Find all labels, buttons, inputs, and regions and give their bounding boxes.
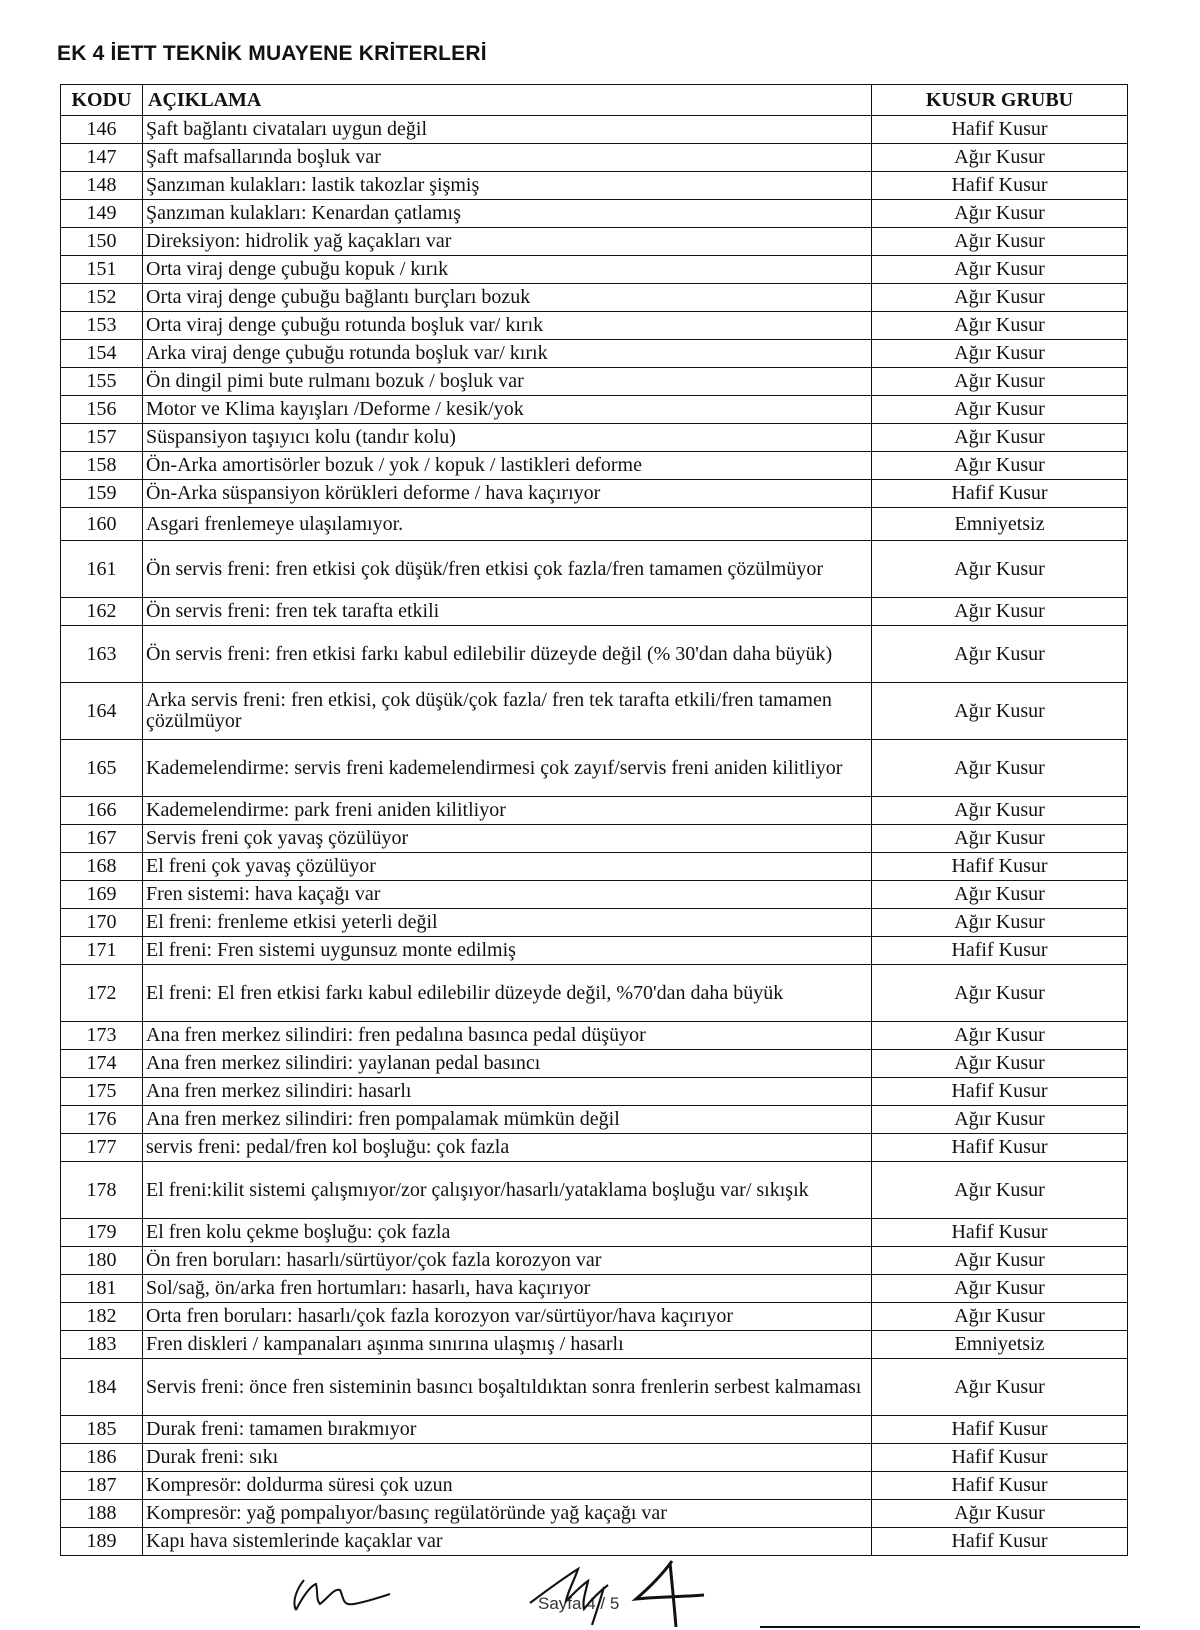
row-code: 159 — [61, 480, 143, 508]
row-code: 186 — [61, 1444, 143, 1472]
row-description: El freni: frenleme etkisi yeterli değil — [143, 909, 872, 937]
row-defect-group: Ağır Kusur — [872, 144, 1128, 172]
row-code: 151 — [61, 256, 143, 284]
row-description: Ön servis freni: fren etkisi farkı kabul edilebilir düzeyde değil (% 30'dan daha büyük) — [143, 626, 872, 683]
row-defect-group: Ağır Kusur — [872, 452, 1128, 480]
row-code: 182 — [61, 1303, 143, 1331]
row-code: 158 — [61, 452, 143, 480]
table-row — [61, 1078, 1128, 1106]
row-defect-group: Hafif Kusur — [872, 1416, 1128, 1444]
row-description: Şanzıman kulakları: lastik takozlar şişmiş — [143, 172, 872, 200]
table-row — [61, 1528, 1128, 1556]
row-description: Asgari frenlemeye ulaşılamıyor. — [143, 508, 872, 541]
table-row — [61, 340, 1128, 368]
row-defect-group: Hafif Kusur — [872, 853, 1128, 881]
row-description: Kompresör: doldurma süresi çok uzun — [143, 1472, 872, 1500]
row-defect-group: Ağır Kusur — [872, 1106, 1128, 1134]
row-code: 179 — [61, 1219, 143, 1247]
table-row — [61, 1022, 1128, 1050]
row-code: 150 — [61, 228, 143, 256]
table-row — [61, 116, 1128, 144]
row-description: Fren diskleri / kampanaları aşınma sınırına ulaşmış / hasarlı — [143, 1331, 872, 1359]
row-description: Durak freni: tamamen bırakmıyor — [143, 1416, 872, 1444]
table-row — [61, 228, 1128, 256]
row-description: servis freni: pedal/fren kol boşluğu: çok fazla — [143, 1134, 872, 1162]
table-row — [61, 797, 1128, 825]
table-row — [61, 1162, 1128, 1219]
row-defect-group: Ağır Kusur — [872, 200, 1128, 228]
row-code: 183 — [61, 1331, 143, 1359]
row-defect-group: Ağır Kusur — [872, 256, 1128, 284]
row-description: El freni: Fren sistemi uygunsuz monte edilmiş — [143, 937, 872, 965]
table-row — [61, 541, 1128, 598]
row-defect-group: Ağır Kusur — [872, 396, 1128, 424]
row-defect-group: Ağır Kusur — [872, 1500, 1128, 1528]
row-code: 153 — [61, 312, 143, 340]
row-defect-group: Ağır Kusur — [872, 1022, 1128, 1050]
row-code: 185 — [61, 1416, 143, 1444]
signature-2 — [522, 1555, 632, 1627]
row-code: 178 — [61, 1162, 143, 1219]
header-group: KUSUR GRUBU — [872, 85, 1128, 116]
row-code: 172 — [61, 965, 143, 1022]
row-code: 155 — [61, 368, 143, 396]
row-description: Ön-Arka süspansiyon körükleri deforme / hava kaçırıyor — [143, 480, 872, 508]
row-defect-group: Ağır Kusur — [872, 909, 1128, 937]
row-code: 176 — [61, 1106, 143, 1134]
row-defect-group: Ağır Kusur — [872, 541, 1128, 598]
table-row — [61, 368, 1128, 396]
table-row — [61, 1416, 1128, 1444]
table-row — [61, 1500, 1128, 1528]
row-defect-group: Emniyetsiz — [872, 508, 1128, 541]
row-code: 166 — [61, 797, 143, 825]
table-row — [61, 1359, 1128, 1416]
table-row — [61, 937, 1128, 965]
table-body — [61, 116, 1128, 1556]
table-row — [61, 396, 1128, 424]
row-code: 154 — [61, 340, 143, 368]
table-row — [61, 1134, 1128, 1162]
row-description: Ön-Arka amortisörler bozuk / yok / kopuk / lastikleri deforme — [143, 452, 872, 480]
table-row — [61, 825, 1128, 853]
table-row — [61, 144, 1128, 172]
row-defect-group: Ağır Kusur — [872, 312, 1128, 340]
table-row — [61, 1050, 1128, 1078]
row-code: 184 — [61, 1359, 143, 1416]
table-row — [61, 508, 1128, 541]
row-description: Direksiyon: hidrolik yağ kaçakları var — [143, 228, 872, 256]
row-defect-group: Hafif Kusur — [872, 1444, 1128, 1472]
row-description: Ön dingil pimi bute rulmanı bozuk / boşluk var — [143, 368, 872, 396]
row-defect-group: Ağır Kusur — [872, 1275, 1128, 1303]
row-description: Kademelendirme: servis freni kademelendirmesi çok zayıf/servis freni aniden kilitliyor — [143, 740, 872, 797]
page-number-mark — [622, 1555, 712, 1630]
document-title: EK 4 İETT TEKNİK MUAYENE KRİTERLERİ — [57, 42, 487, 65]
row-description: Orta fren boruları: hasarlı/çok fazla korozyon var/sürtüyor/hava kaçırıyor — [143, 1303, 872, 1331]
row-code: 171 — [61, 937, 143, 965]
row-description: Ana fren merkez silindiri: yaylanan pedal basıncı — [143, 1050, 872, 1078]
row-description: Kapı hava sistemlerinde kaçaklar var — [143, 1528, 872, 1556]
row-code: 164 — [61, 683, 143, 740]
table-row — [61, 1275, 1128, 1303]
row-code: 161 — [61, 541, 143, 598]
row-defect-group: Ağır Kusur — [872, 1162, 1128, 1219]
table-row — [61, 1219, 1128, 1247]
row-code: 188 — [61, 1500, 143, 1528]
row-description: Servis freni: önce fren sisteminin basıncı boşaltıldıktan sonra frenlerin serbest kalmaması — [143, 1359, 872, 1416]
header-code: KODU — [61, 85, 143, 116]
row-defect-group: Hafif Kusur — [872, 1078, 1128, 1106]
row-code: 152 — [61, 284, 143, 312]
row-description: Kompresör: yağ pompalıyor/basınç regülatöründe yağ kaçağı var — [143, 1500, 872, 1528]
row-code: 187 — [61, 1472, 143, 1500]
criteria-table — [60, 84, 1128, 1556]
row-code: 148 — [61, 172, 143, 200]
row-code: 146 — [61, 116, 143, 144]
row-description: El fren kolu çekme boşluğu: çok fazla — [143, 1219, 872, 1247]
row-defect-group: Ağır Kusur — [872, 284, 1128, 312]
row-code: 168 — [61, 853, 143, 881]
row-code: 165 — [61, 740, 143, 797]
row-description: Sol/sağ, ön/arka fren hortumları: hasarlı, hava kaçırıyor — [143, 1275, 872, 1303]
row-code: 177 — [61, 1134, 143, 1162]
table-row — [61, 683, 1128, 740]
row-code: 181 — [61, 1275, 143, 1303]
row-description: Arka servis freni: fren etkisi, çok düşük/çok fazla/ fren tek tarafta etkili/fren tamamen çözülmüyor — [143, 683, 872, 740]
row-code: 173 — [61, 1022, 143, 1050]
row-description: Süspansiyon taşıyıcı kolu (tandır kolu) — [143, 424, 872, 452]
table-row — [61, 598, 1128, 626]
row-defect-group: Ağır Kusur — [872, 881, 1128, 909]
table-row — [61, 424, 1128, 452]
row-defect-group: Ağır Kusur — [872, 228, 1128, 256]
table-row — [61, 452, 1128, 480]
row-description: Durak freni: sıkı — [143, 1444, 872, 1472]
row-code: 157 — [61, 424, 143, 452]
row-defect-group: Ağır Kusur — [872, 340, 1128, 368]
row-description: Orta viraj denge çubuğu bağlantı burçları bozuk — [143, 284, 872, 312]
table-row — [61, 1444, 1128, 1472]
table-row — [61, 909, 1128, 937]
table-row — [61, 965, 1128, 1022]
signature-1 — [282, 1560, 402, 1620]
table-row — [61, 1247, 1128, 1275]
table-row — [61, 172, 1128, 200]
table-row — [61, 312, 1128, 340]
row-description: Ana fren merkez silindiri: hasarlı — [143, 1078, 872, 1106]
row-code: 167 — [61, 825, 143, 853]
row-description: Şaft bağlantı civataları uygun değil — [143, 116, 872, 144]
row-description: Motor ve Klima kayışları /Deforme / kesik/yok — [143, 396, 872, 424]
row-defect-group: Ağır Kusur — [872, 797, 1128, 825]
row-defect-group: Hafif Kusur — [872, 937, 1128, 965]
table-row — [61, 740, 1128, 797]
table-row — [61, 1303, 1128, 1331]
row-description: El freni:kilit sistemi çalışmıyor/zor çalışıyor/hasarlı/yataklama boşluğu var/ sıkışık — [143, 1162, 872, 1219]
row-defect-group: Emniyetsiz — [872, 1331, 1128, 1359]
row-description: Orta viraj denge çubuğu kopuk / kırık — [143, 256, 872, 284]
row-description: Ana fren merkez silindiri: fren pedalına basınca pedal düşüyor — [143, 1022, 872, 1050]
table-row — [61, 1331, 1128, 1359]
row-description: Ana fren merkez silindiri: fren pompalamak mümkün değil — [143, 1106, 872, 1134]
row-description: Orta viraj denge çubuğu rotunda boşluk var/ kırık — [143, 312, 872, 340]
page-label: Sayfa 4 / 5 — [538, 1594, 620, 1613]
row-defect-group: Ağır Kusur — [872, 424, 1128, 452]
table-row — [61, 200, 1128, 228]
row-code: 180 — [61, 1247, 143, 1275]
table-row — [61, 256, 1128, 284]
row-defect-group: Hafif Kusur — [872, 1134, 1128, 1162]
row-defect-group: Hafif Kusur — [872, 480, 1128, 508]
row-defect-group: Ağır Kusur — [872, 368, 1128, 396]
header-description: AÇIKLAMA — [143, 85, 872, 116]
row-defect-group: Ağır Kusur — [872, 825, 1128, 853]
table-header-row — [61, 85, 1128, 116]
row-defect-group: Ağır Kusur — [872, 1247, 1128, 1275]
row-code: 162 — [61, 598, 143, 626]
table-row — [61, 284, 1128, 312]
row-description: El freni: El fren etkisi farkı kabul edilebilir düzeyde değil, %70'dan daha büyük — [143, 965, 872, 1022]
row-description: Şanzıman kulakları: Kenardan çatlamış — [143, 200, 872, 228]
row-defect-group: Ağır Kusur — [872, 1050, 1128, 1078]
row-defect-group: Ağır Kusur — [872, 965, 1128, 1022]
row-code: 175 — [61, 1078, 143, 1106]
footer-rule — [760, 1626, 1140, 1628]
row-description: Ön fren boruları: hasarlı/sürtüyor/çok fazla korozyon var — [143, 1247, 872, 1275]
table-row — [61, 480, 1128, 508]
row-defect-group: Ağır Kusur — [872, 598, 1128, 626]
row-defect-group: Hafif Kusur — [872, 1472, 1128, 1500]
row-defect-group: Ağır Kusur — [872, 1303, 1128, 1331]
row-description: Ön servis freni: fren etkisi çok düşük/fren etkisi çok fazla/fren tamamen çözülmüyor — [143, 541, 872, 598]
row-code: 174 — [61, 1050, 143, 1078]
row-defect-group: Ağır Kusur — [872, 1359, 1128, 1416]
row-code: 169 — [61, 881, 143, 909]
row-description: Kademelendirme: park freni aniden kilitliyor — [143, 797, 872, 825]
row-description: Servis freni çok yavaş çözülüyor — [143, 825, 872, 853]
row-defect-group: Ağır Kusur — [872, 740, 1128, 797]
row-description: Arka viraj denge çubuğu rotunda boşluk var/ kırık — [143, 340, 872, 368]
row-code: 170 — [61, 909, 143, 937]
row-description: Fren sistemi: hava kaçağı var — [143, 881, 872, 909]
row-code: 163 — [61, 626, 143, 683]
row-defect-group: Hafif Kusur — [872, 1219, 1128, 1247]
table-row — [61, 1472, 1128, 1500]
table-row — [61, 853, 1128, 881]
row-description: Şaft mafsallarında boşluk var — [143, 144, 872, 172]
row-defect-group: Hafif Kusur — [872, 116, 1128, 144]
table-row — [61, 881, 1128, 909]
row-description: El freni çok yavaş çözülüyor — [143, 853, 872, 881]
row-code: 160 — [61, 508, 143, 541]
row-description: Ön servis freni: fren tek tarafta etkili — [143, 598, 872, 626]
row-defect-group: Ağır Kusur — [872, 683, 1128, 740]
row-code: 189 — [61, 1528, 143, 1556]
row-code: 147 — [61, 144, 143, 172]
row-defect-group: Ağır Kusur — [872, 626, 1128, 683]
row-code: 149 — [61, 200, 143, 228]
row-code: 156 — [61, 396, 143, 424]
row-defect-group: Hafif Kusur — [872, 1528, 1128, 1556]
row-defect-group: Hafif Kusur — [872, 172, 1128, 200]
table-row — [61, 1106, 1128, 1134]
table-row — [61, 626, 1128, 683]
